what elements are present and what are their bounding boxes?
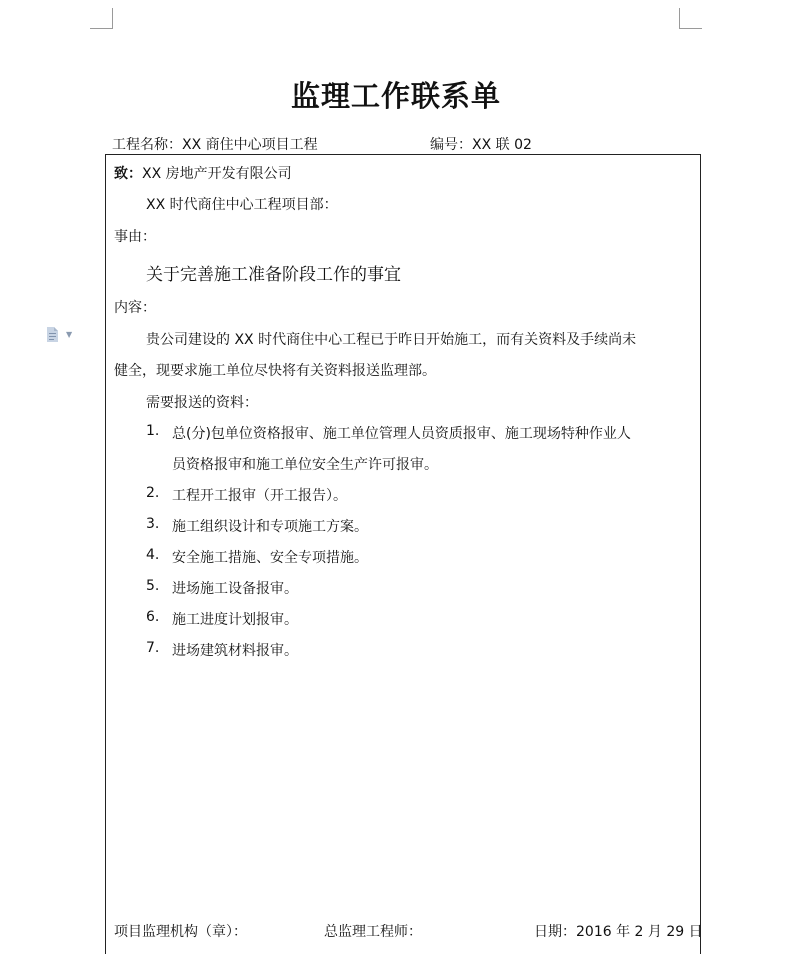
serial-number: 编号：XX 联 02 xyxy=(430,137,532,153)
page-corner-mark xyxy=(90,28,113,29)
list-intro: 需要报送的资料： xyxy=(146,395,258,411)
to-label: 致： xyxy=(114,166,142,182)
list-item-number: 1. xyxy=(146,423,160,439)
content-line-1: 贵公司建设的 XX 时代商住中心工程已于昨日开始施工，而有关资料及手续尚未 xyxy=(146,332,637,348)
list-item-number: 4. xyxy=(146,547,160,563)
list-item-text: 进场施工设备报审。 xyxy=(172,581,298,597)
page-corner-mark xyxy=(679,8,680,28)
footer-org: 项目监理机构（章）： xyxy=(114,924,247,940)
footer-date: 日期：2016 年 2 月 29 日 xyxy=(534,924,703,940)
form-frame xyxy=(105,154,701,954)
document-icon[interactable] xyxy=(46,327,58,342)
list-item-text: 施工进度计划报审。 xyxy=(172,612,298,628)
caret-down-icon[interactable]: ▼ xyxy=(66,330,73,339)
page-corner-mark xyxy=(679,28,702,29)
recipient-line-1 xyxy=(114,163,292,183)
list-item-text: 工程开工报审（开工报告）。 xyxy=(172,488,347,504)
subject-text: 关于完善施工准备阶段工作的事宜 xyxy=(146,265,401,285)
recipient-2: XX 时代商住中心工程项目部： xyxy=(146,197,338,213)
list-item-number: 6. xyxy=(146,609,160,625)
content-label: 内容： xyxy=(114,300,156,316)
footer-engineer: 总监理工程师： xyxy=(324,924,422,940)
project-name: 工程名称：XX 商住中心项目工程 xyxy=(112,137,318,153)
subject-label: 事由： xyxy=(114,229,156,245)
list-item-number: 5. xyxy=(146,578,160,594)
document-title: 监理工作联系单 xyxy=(290,79,501,113)
list-item-text: 进场建筑材料报审。 xyxy=(172,643,298,659)
list-item-number: 3. xyxy=(146,516,160,532)
list-item-text-continued: 员资格报审和施工单位安全生产许可报审。 xyxy=(172,457,438,473)
list-item-text: 施工组织设计和专项施工方案。 xyxy=(172,519,368,535)
list-item-text: 总(分)包单位资格报审、施工单位管理人员资质报审、施工现场特种作业人 xyxy=(172,426,631,442)
content-line-2: 健全，现要求施工单位尽快将有关资料报送监理部。 xyxy=(114,363,436,379)
list-item-text: 安全施工措施、安全专项措施。 xyxy=(172,550,368,566)
recipient-1: XX 房地产开发有限公司 xyxy=(142,166,292,182)
list-item-number: 2. xyxy=(146,485,160,501)
list-item-number: 7. xyxy=(146,640,160,656)
page-corner-mark xyxy=(112,8,113,28)
